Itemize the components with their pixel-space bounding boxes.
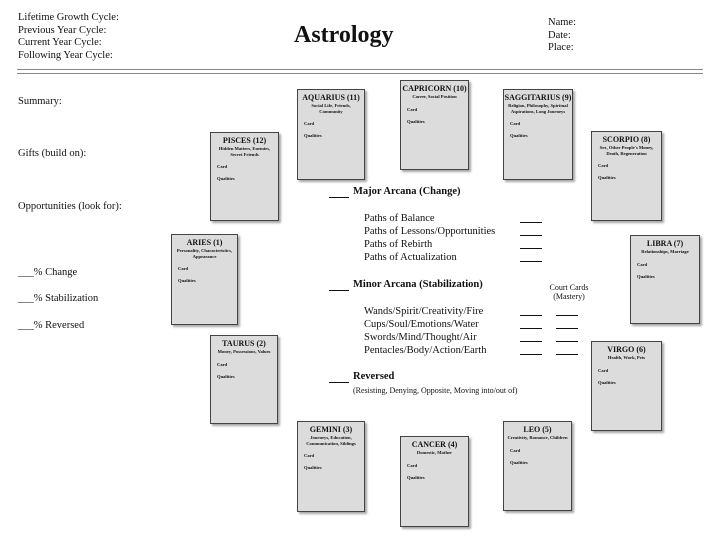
major-arcana-heading: Major Arcana (Change) — [353, 186, 461, 197]
suit-swords-blank — [520, 341, 542, 342]
court-cards-title: Court Cards — [549, 283, 589, 292]
qualities-field-label: Qualities — [304, 133, 322, 139]
qualities-field-label: Qualities — [510, 133, 528, 139]
card-field-label: Card — [510, 121, 521, 127]
minor-arcana-heading: Minor Arcana (Stabilization) — [353, 279, 483, 290]
court-wands-blank — [556, 315, 578, 316]
house-description: Sex, Other People's Money, Death, Regeneration — [599, 145, 654, 156]
card-scorpio — [591, 131, 662, 221]
reversed-description: (Resisting, Denying, Opposite, Moving into/out of) — [353, 386, 518, 395]
house-name: SCORPIO (8) — [602, 135, 651, 144]
suit-pentacles-label: Pentacles/Body/Action/Earth — [364, 345, 487, 356]
qualities-field-label: Qualities — [598, 175, 616, 181]
suit-cups-blank — [520, 328, 542, 329]
card-aries — [171, 234, 238, 325]
reversed-heading: Reversed — [353, 371, 395, 382]
reversed-blank — [329, 382, 349, 383]
card-field-label: Card — [407, 462, 418, 468]
house-description: Money, Possessions, Values — [217, 349, 271, 354]
card-aquarius — [297, 89, 365, 180]
path-balance-label: Paths of Balance — [364, 213, 435, 224]
suit-wands-label: Wands/Spirit/Creativity/Fire — [364, 306, 484, 317]
card-field-label: Card — [217, 164, 228, 170]
house-description: Creativity, Romance, Children — [507, 435, 568, 440]
card-field-label: Card — [510, 447, 521, 453]
card-field-label: Card — [304, 453, 315, 459]
card-field-label: Card — [217, 361, 228, 367]
house-description: Journeys, Education, Communication, Siblings — [306, 435, 356, 446]
house-description: Domestic, Mother — [416, 450, 453, 455]
card-leo — [503, 421, 572, 511]
path-actualization-blank — [520, 261, 542, 262]
path-rebirth-blank — [520, 248, 542, 249]
house-name: VIRGO (6) — [607, 345, 646, 354]
house-name: TAURUS (2) — [222, 339, 266, 348]
previous-year-cycle-label: Previous Year Cycle: — [18, 24, 107, 36]
card-field-label: Card — [178, 266, 189, 272]
card-field-label: Card — [598, 367, 609, 373]
card-field-label: Card — [598, 163, 609, 169]
card-virgo — [591, 341, 662, 431]
pct-reversed-label: ___% Reversed — [18, 320, 85, 331]
house-description: Health, Work, Pets — [607, 355, 646, 360]
qualities-field-label: Qualities — [637, 273, 655, 279]
header-divider-2 — [17, 73, 703, 74]
current-year-cycle-label: Current Year Cycle: — [18, 37, 102, 48]
house-description: Relationships, Marriage — [641, 249, 689, 254]
page-title: Astrology — [294, 22, 394, 48]
path-lessons-label: Paths of Lessons/Opportunities — [364, 226, 496, 237]
path-rebirth-label: Paths of Rebirth — [364, 239, 433, 250]
house-description: Social Life, Friends, Community — [311, 103, 351, 114]
house-name: AQUARIUS (11) — [302, 93, 360, 102]
card-field-label: Card — [304, 121, 315, 127]
suit-pentacles-blank — [520, 354, 542, 355]
qualities-field-label: Qualities — [304, 465, 322, 471]
summary-label: Summary: — [18, 96, 62, 107]
house-description: Career, Social Position — [412, 94, 457, 99]
house-description: Hidden Matters, Enemies, Secret Friends — [218, 146, 271, 157]
date-field-label: Date: — [548, 29, 571, 41]
qualities-field-label: Qualities — [217, 373, 235, 379]
qualities-field-label: Qualities — [598, 379, 616, 385]
pct-stabilization-label: ___% Stabilization — [18, 293, 99, 304]
minor-arcana-blank — [329, 290, 349, 291]
qualities-field-label: Qualities — [510, 459, 528, 465]
card-gemini — [297, 421, 365, 512]
suit-swords-label: Swords/Mind/Thought/Air — [364, 332, 477, 343]
card-capricorn — [400, 80, 469, 170]
following-year-cycle-label: Following Year Cycle: — [18, 49, 113, 61]
card-pisces — [210, 132, 279, 221]
major-arcana-blank — [329, 197, 349, 198]
court-swords-blank — [556, 341, 578, 342]
cycle-list — [18, 12, 119, 62]
card-field-label: Card — [637, 261, 648, 267]
house-name: GEMINI (3) — [309, 425, 353, 434]
opportunities-label: Opportunities (look for): — [18, 201, 122, 212]
mastery-label: (Mastery) — [553, 292, 585, 301]
card-sagittarius — [503, 89, 573, 180]
suit-cups-label: Cups/Soul/Emotions/Water — [364, 319, 479, 330]
header-divider — [17, 69, 703, 70]
path-balance-blank — [520, 222, 542, 223]
suit-wands-blank — [520, 315, 542, 316]
house-name: LIBRA (7) — [646, 239, 684, 248]
place-field-label: Place: — [548, 42, 574, 53]
qualities-field-label: Qualities — [407, 118, 425, 124]
house-name: SAGGITARIUS (9) — [504, 93, 572, 102]
house-name: PISCES (12) — [222, 136, 267, 145]
pct-change-label: ___% Change — [18, 267, 78, 278]
house-name: CANCER (4) — [411, 440, 458, 449]
court-pentacles-blank — [556, 354, 578, 355]
info-fields — [548, 17, 576, 55]
house-name: ARIES (1) — [186, 238, 223, 247]
house-name: LEO (5) — [523, 425, 552, 434]
gifts-label: Gifts (build on): — [18, 148, 87, 159]
house-description: Religion, Philosophy, Spiritual Aspirations, Long Journeys — [508, 103, 568, 114]
name-field-label: Name: — [548, 17, 576, 28]
house-name: CAPRICORN (10) — [402, 84, 467, 93]
house-description: Personality, Characteristics, Appearance — [176, 248, 233, 259]
card-cancer — [400, 436, 469, 527]
lifetime-cycle-label: Lifetime Growth Cycle: — [18, 12, 119, 23]
card-field-label: Card — [407, 106, 418, 112]
qualities-field-label: Qualities — [178, 278, 196, 284]
card-taurus — [210, 335, 278, 424]
qualities-field-label: Qualities — [217, 176, 235, 182]
court-cups-blank — [556, 328, 578, 329]
path-actualization-label: Paths of Actualization — [364, 252, 457, 263]
path-lessons-blank — [520, 235, 542, 236]
card-libra — [630, 235, 700, 324]
court-cards-label — [546, 283, 592, 301]
qualities-field-label: Qualities — [407, 474, 425, 480]
